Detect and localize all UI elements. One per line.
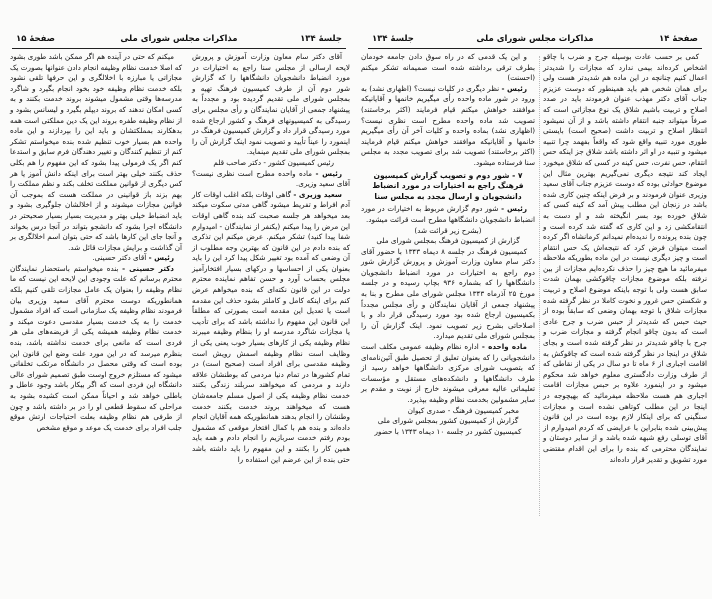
speaker-name: رئیس -: [501, 204, 527, 214]
page-number: صفحهٔ ۱۵: [16, 34, 55, 44]
paragraph: [361, 342, 535, 406]
text-column-left: [361, 52, 535, 437]
paragraph: [10, 253, 182, 264]
running-header: [368, 34, 702, 49]
session-number: جلسهٔ ۱۳۴: [300, 34, 342, 44]
running-header: [12, 34, 346, 49]
paragraph: میکنم که حتی در آینده هم اگر ممکن باشد طوری بشود که اصلا خدمت نظام وظیفه انجام دادن عنوانها بصورت یک مجازاتی یا مبارزه با اخلالگری و این حرفها تلقی نشود بلکه خدمت نظام وظیفه خود بخود انجام بگیرد و شاگرد مدرسه‌ها وقتی مشمول میشوند بروند خدمت بکنند و به کسی امکان ندهند که بروند دیپلم بگیرد و لیسانس بشود و از نظام وظیفه طفره بروند این یک دین مملکتی است همه بدهکارند بمملکتشان و باید این را بپردازند و این ماده واحده هم بسیار خوب تنظیم شده بنده میخواستم تشکر کنم از تنظیم کنندگان و تغییر دهندگان فرم سابق و استدعا کنم اگر یک فرمولی پیدا بشود که این مفهوم را هم بکلی حذف بکنند خیلی بهتر است برای اینکه دانش آموز یا هر کس دیگری از قوانین مملکت تخلف بکند و نظم مملکت را بهم بزند باز قوانینی در مملکت هست که بموجب آن قوانین مجازات میشوند و از اخلالشان جلوگیری بشود و باید انضباط خیلی بهتر و مدیریت بسیار بسیار صحیحتر در دانشگاه اجرا بشود که دانشجو بتواند در آنجا درس بخواند و آنجا جای این کارها باشد که حتی بتوان اسم اخلالگری بر آن گذاشت و برایش مجازات قائل شد.: [10, 52, 182, 252]
paragraph: و این یک قدمی که در راه سوق دادن جامعه خودمان بطرف ترقی برداشته شده است صمیمانه تشکر میکنم (احسنت): [361, 52, 535, 83]
speaker-name: رئیس -: [501, 83, 527, 93]
paragraph: [10, 264, 182, 434]
speech-text: گاهی اوقات بلکه اغلب اوقات کار آدم افراط و تفریط میشود گاهی مدتی سکوت میکند بعد میخواهد هر جلسه صحبت کند بنده گاهی اوقات این مرض را پیدا میکنم (یکنفر از نمایندگان - امیدوارم شفا پیدا کنید) تشکر میکنم. عرض میکنم این تذکری که بنده دادم در این قانون که بهترین وجه مطلوب از آن وضعی که آمده بود تغییر شکل پیدا کرد این را باید بعنوان یکی از احساسها و درکهای بسیار افتخارآمیز مجلس بحساب آورد و حسن تفاهم نماینده محترم دولت در این قانون نکته‌ای که بنده میخواهم عرض کنم برای اینکه کامل و کاملتر بشود حذف این مقدمه است یا تعدیل این مقدمه است بصورتی که مطلقاً این قانون این مفهوم را نداشته باشد که برای تأدیب یا مجازات شاگرد مدرسه او را بنظام وظیفه میبرند نظام وظیفه یکی از کارهای بسیار خوب یعنی یکی از وظایف است نظام وظیفه اسمش رویش است وظیفه مقدسی برای افراد است (صحیح است) در تمام کشورها در تمام دنیا مردمی که بوطنشان علاقه دارند و مردمی که میخواهند سربلند زندگی بکنند خدمت نظام وظیفه یکی از اصول مسلم جامعه‌شان هست که میخواهند بروند خدمت بکنند خدمت وطنشان را انجام بدهند همانطوریکه همه آقایان انجام داده‌اند و بنده هم با کمال افتخار موقعی که مشمول بودم رفتم خدمت سربازیم را انجام دادم و همه باید همین کار را بکنند و این مفهوم را باید داشته باشد حتی بنده از این عرضم این استفاده را: [192, 189, 350, 464]
speech-text: ماده واحده مطرح است نظری نیست؟ آقای سعید وزیری.: [192, 168, 350, 189]
article-label: ماده واحده -: [481, 342, 527, 352]
text-column-right: [543, 52, 707, 465]
speaker-name: سعید وزیری -: [293, 189, 342, 199]
report-title: گزارش از کمیسیون فرهنگ بمجلس شورای ملی: [376, 236, 520, 246]
right-page: [356, 0, 712, 599]
paragraph: [192, 169, 350, 190]
session-number: جلسهٔ ۱۳۴: [372, 34, 414, 44]
text-column-right: [192, 52, 350, 465]
publication-title: مذاکرات مجلس شورای ملی: [476, 34, 594, 44]
paragraph: کمی بر حسب عادت بوسیله جرح و ضرب با چاقو اشخاص کرده‌اند بیمی ندارد که مجازات را شدیدتر اعمال کنیم چنانچه در این ماده هم شدیدتر هست ولی برای همان شخص هم باید همینطور که دوست عزیزم جناب آقای دکتر مهذب عنوان فرمودند باید در صدد اصلاح و تربیت باشیم شلاق یک نوع مجازاتی است که صرفاً میتواند جنبه انتقام داشته باشد و از آن نمیشود انتظار اصلاح و تربیت داشت (صحیح است) بایستی طوری مورد تنبیه واقع شود که واقعاً بفهمد چرا تنبیه میشود و تنبیه در او اثر داشته باشد شلاق جز اینکه حس انتقام، حس نفرت، حس کینه در کسی که شلاق میخورد ایجاد کند نتیجه دیگری نمی‌گیریم بهترین مثال این موضوع حوادثی بوده که دوست عزیزم جناب آقای سعید وزیری عنوان فرمودند و بر فرض اینکه چنین کاری شده باشد در زنجان این مطلب پیش آمد که کینه کسی که شلاق خورده بود بسر انگیخته شد و او دست به انتقامکشی زد و این کاری که گفته شد کرده است و چون بنده پرونده را ندیده‌ام نمیدانم کرمانشاه اگر کرده است میتوان فرض کرد که نتیجه‌اش یک حس انتقام است و چیز دیگری نیست در این ماده بطوریکه ملاحظه میفرمائید ما هیچ چیز را حذف نکرده‌ایم مجازات از بین نرفته بلکه موضوع مجازات چاقوکشی بهمان شدت سابق هست ولی با توجه باینکه موضوع اصلاح و تربیت و شکستن حس غرور و نخوت کاملا در نظر گرفته شده مجازات شلاق با توجه بهمان وضعی که سابقاً بوده از حیث حبس که شدیدتر از حبس ضرب و جرح عادی است که بدون چاقو انجام گرفته و مجازات ضرب و جرح با چاقو شدیدتر در نظر گرفته شده است و بجای شلاق در اینجا در نظر گرفته شده است که چاقوکش به اقامت اجباری از ۶ ماه تا دو سال در یکی از نقاطی که از طرف وزارت دادگستری معلوم خواهد شد محکوم میشود و در اینمورد علاوه بر حبس مجازات اقامت اجباری هم هست ملاحظه میفرمائید که بهیچوجه در اینجا در این مطلب کوتاهی نشده است و مجازات سنگینی که برای اینکار لازم بوده است در این قانون پیش‌بینی شده بنابراین با عرایضی که کردم امیدوارم از آقای توسلی رفع شبهه شده باشد و از سایر دوستان و نمایندگان محترمی که بنده را برای این اقدام مقتضی مورد تشویق و تقدیر قرار داده‌اند: [543, 52, 708, 464]
column-divider: [539, 56, 541, 516]
paragraph: کمیسیون کشور در جلسه ۱۰ دیماه ۱۳۴۳ با حضور: [374, 426, 522, 436]
speech-text: شور دوم گزارش مربوط به اختیارات در مورد انضباط دانشجویان دانشگاهها مطرح است قرائت میشود.: [361, 204, 535, 224]
page-number: صفحهٔ ۱۴: [659, 34, 698, 44]
text-column-left: [10, 52, 182, 433]
speaker-name: رئیس -: [148, 253, 174, 263]
speech-text: نظر دیگری در کلیات نیست؟ (اظهاری نشد) به ورود در شور ماده واحده رأی میگیریم خانمها و آقایانیکه موافقند خواهش میکنم قیام فرمایند (اکثر برخاستند) تصویب شد ماده واحده مطرح است نظری نیست؟ (اظهاری نشد) بماده واحده و کلیات آخر آن رأی میگیریم خانمها و آقایانیکه موافقند خواهش میکنم قیام فرمایند (اکثر برخاستند) تصویب شد برای تصویب مجدد به مجلس سنا فرستاده میشود.: [361, 83, 535, 167]
speaker-name: رئیس -: [315, 168, 343, 178]
speaker-name: دکتر حسینی -: [122, 263, 174, 273]
publication-title: مذاکرات مجلس شورای ملی: [120, 34, 238, 44]
speech-text: بنده میخواستم باستحضار نمایندگان محترم برسانم که علت وجودی این لایحه این نیست که ما نظام وظیفه را بعنوان یک عامل مجازات تلقی کنیم بلکه همانطوریکه دوست محترم آقای سعید وزیری بیان فرمودند نظام وظیفه یک سازمانی است که افراد مشمول خدمت را به یک خدمت بسیار مقدسی دعوت میکند و خدمت نظام وظیفه همیشه یکی از فریضه‌های ملی هر فردی است که مانعی برای خدمت نداشته باشد، بنده بنظرم میرسد که در این مورد علت وضع این قانون این بوده است که وقتی محصل در دانشگاه مرتکب تخلفاتی میشود که مستلزم خروج اوست طبق تصمیم شورای عالی دانشگاه این فردی است که اگر بیکار باشد وجود عاطل و باطلی خواهد شد و احیاناً ممکن است کشیده بشود به مراحلی که سقوط قطعی او را در بر داشته باشد و چون از طرفی هم نظام وظیفه بعلت احتیاجات ارتش موقع جلب افراد برای خدمت یک موعد و موقع مشخص: [10, 263, 182, 432]
report-title: گزارش از کمیسیون کشور بمجلس شورای ملی: [377, 416, 519, 426]
signature-line: رئیس کمیسیون کشور - دکتر صاحب قلم: [213, 157, 334, 167]
article-text: اداره نظام وظیفه عمومی مکلف است دانشجویانی را که بعنوان تعلیق از تحصیل طبق آئین‌نامه‌ای که بتصویب شورای مرکزی دانشگاهها خواهد رسید از طرف دانشگاهها و دانشکده‌های مستقل و مؤسسات تعلیماتی عالیه معرفی میشوند خارج از نوبت و مقدم بر سایر مشمولین بخدمت نظام وظیفه بپذیرد.: [361, 342, 535, 404]
paragraph: [192, 190, 350, 465]
reading-note: (بشرح زیر قرائت شد): [414, 225, 482, 235]
paragraph: آقای دکتر سام معاون وزارت آموزش و پرورش لایحه ارسالی از مجلس سنا راجع به اختیارات در مورد انضباط دانشجویان دانشگاهها را که گزارش شور دوم آن از طرف کمیسیون فرهنگ تهیه و بمجلس شورای ملی تقدیم گردیده بود و مجدداً به پیشنهاد جمعی از آقایان نمایندگان و رأی مجلس برای رسیدگی به کمیسیونهای فرهنگ و کشور ارجاع شده مورد رسیدگی قرار داد و گزارش کمیسیون فرهنگ در اینمورد را عیناً تأیید و تصویب نمود اینک گزارش آن را بمجلس شورای ملی تقدیم مینماید.: [192, 52, 350, 157]
speech-text: آقای دکتر حسینی.: [92, 253, 147, 263]
agenda-heading: ۷ - شور دوم و تصویب گزارش کمیسیون فرهنگ راجع به اختیارات در مورد انضباط دانشجویان و ارسال مجدد به مجلس سنا: [372, 170, 524, 201]
signature-line: مخبر کمیسیون فرهنگ - صدری کیوان: [407, 405, 519, 415]
paragraph: کمیسیون فرهنگ در جلسه ۸ دیماه ۱۳۴۳ با حضور آقای دکتر سام معاون وزارت آموزش و پرورش گزارش شور دوم راجع به اختیارات در مورد انضباط دانشجویان دانشگاهها را که بشماره ۹۳۶ بچاپ رسیده و در جلسه مورخ ۲۵ آذرماه ۱۳۴۳ مجلس شورای ملی مطرح و بنا به پیشنهاد جمعی از آقایان نمایندگان و رأی مجلس مجدداً بکمیسیون ارجاع شده بود مورد رسیدگی قرار داد و با اصلاحاتی بشرح زیر تصویب نمود. اینک گزارش آن را بمجلس شورای ملی تقدیم میدارد.: [361, 246, 535, 341]
paragraph: [361, 204, 535, 225]
paragraph: [361, 84, 535, 169]
